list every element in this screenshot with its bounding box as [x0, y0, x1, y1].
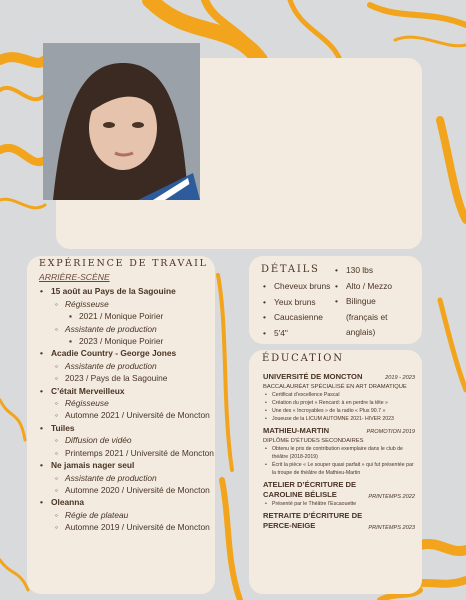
experience-detail: ▪ 2021 / Monique Poirier — [27, 310, 217, 322]
education-bullet: • Création du projet « Rencard: à en perdre la tête » — [263, 399, 415, 407]
experience-detail: ◦ Automne 2019 / Université de Moncton — [27, 521, 217, 533]
experience-subtitle: ARRIÈRE-SCÈNE — [39, 272, 110, 282]
experience-project: • Ne jamais nager seul — [27, 459, 217, 471]
education-entry — [263, 426, 415, 477]
detail-eyes: • Yeux bruns — [260, 295, 330, 311]
details-col1 — [260, 279, 330, 341]
detail-weight: • 130 lbs — [332, 263, 392, 279]
education-bullet: • Certificat d’excellence Pascal — [263, 391, 415, 399]
detail-hair: • Cheveux bruns — [260, 279, 330, 295]
experience-role: ◦ Régisseuse — [27, 298, 217, 310]
school-name: RETRAITE D’ÉCRITURE DE PERCE-NEIGE — [263, 511, 363, 530]
education-bullet: • Une des « Incroyables » de la radio « Plus 90.7 » — [263, 407, 415, 415]
profile-photo — [43, 43, 200, 200]
school-date: PRINTEMPS 2022 — [368, 494, 415, 500]
experience-role: ◦ Régisseuse — [27, 397, 217, 409]
school-date: PRINTEMPS 2023 — [368, 525, 415, 531]
education-bullet: • Obtenu le prix de contribution exemplaire dans le club de théâtre (2018-2019) — [263, 445, 415, 461]
experience-detail: ◦ Automne 2020 / Université de Moncton — [27, 484, 217, 496]
education-entry — [263, 511, 415, 531]
detail-languages: • Bilingue — [332, 294, 392, 310]
education-title: ÉDUCATION — [262, 353, 344, 364]
experience-role: ◦ Assistante de production — [27, 472, 217, 484]
experience-project: • 15 août au Pays de la Sagouine — [27, 285, 217, 297]
education-entry — [263, 480, 415, 508]
experience-project: • C’était Merveilleux — [27, 385, 217, 397]
detail-height: • 5'4" — [260, 326, 330, 342]
detail-ethnicity: • Caucasienne — [260, 310, 330, 326]
school-date: 2019 - 2023 — [385, 375, 415, 381]
education-bullet: • Joueuse de la LICUM AUTOMNE 2021- HIVER 2023 — [263, 415, 415, 423]
experience-project: • Oleanna — [27, 496, 217, 508]
experience-title: EXPÉRIENCE DE TRAVAIL — [39, 258, 208, 269]
education-list — [263, 372, 415, 531]
experience-project: • Acadie Country - George Jones — [27, 347, 217, 359]
experience-detail: ◦ Automne 2021 / Université de Moncton — [27, 409, 217, 421]
detail-languages-cont2: anglais) — [346, 327, 376, 337]
details-col2 — [332, 263, 392, 341]
portrait-image — [43, 43, 200, 200]
degree: DIPLÔME D’ÉTUDES SECONDAIRES — [263, 438, 364, 444]
education-bullet: • Écrit la pièce « Le souper quasi parfait » qui fut présentée par la troupe de théâtre de Mathieu-Martin — [263, 461, 415, 477]
school-name: UNIVERSITÉ DE MONCTON — [263, 372, 363, 381]
experience-role: ◦ Assistante de production — [27, 360, 217, 372]
detail-voice: • Alto / Mezzo — [332, 279, 392, 295]
experience-list — [27, 269, 217, 534]
experience-role: ◦ Régie de plateau — [27, 509, 217, 521]
education-entry — [263, 372, 415, 423]
school-date: PROMOTION 2019 — [366, 429, 415, 435]
experience-project: • Tuiles — [27, 422, 217, 434]
degree: BACCALAURÉAT SPÉCIALISÉ EN ART DRAMATIQUE — [263, 384, 407, 390]
experience-role: ◦ Diffusion de vidéo — [27, 434, 217, 446]
experience-detail: ▪ 2023 / Monique Poirier — [27, 335, 217, 347]
school-name: ATELIER D’ÉCRITURE DE CAROLINE BÉLISLE — [263, 480, 357, 499]
education-bullet: • Présenté par le Théâtre l’Escaouette — [263, 500, 415, 508]
detail-languages-cont1: (français et — [346, 311, 388, 322]
experience-detail: ◦ 2023 / Pays de la Sagouine — [27, 372, 217, 384]
details-title: DÉTAILS — [261, 264, 320, 275]
experience-role: ◦ Assistante de production — [27, 323, 217, 335]
school-name: MATHIEU-MARTIN — [263, 426, 330, 435]
experience-detail: ◦ Printemps 2021 / Université de Moncton — [27, 447, 217, 459]
